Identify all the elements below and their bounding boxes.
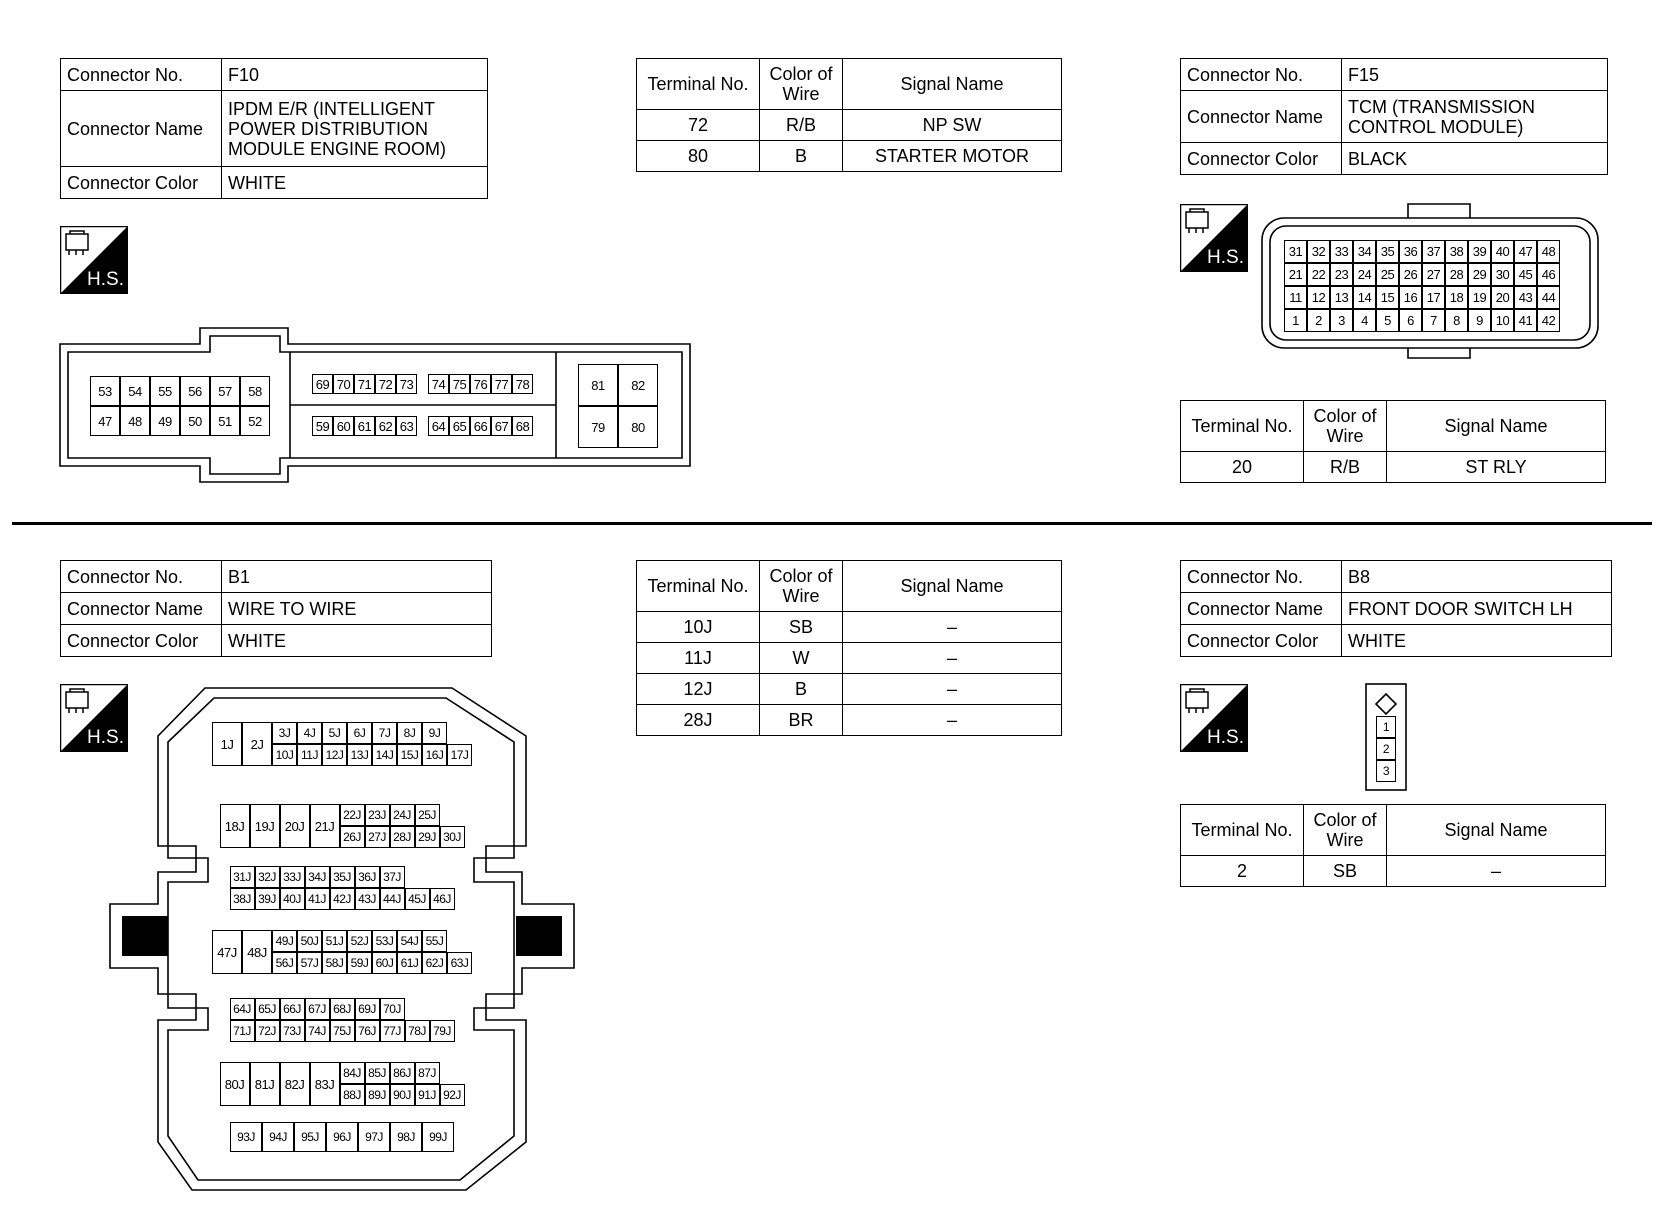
f10-connector-name: IPDM E/R (INTELLIGENT POWER DISTRIBUTION MODULE ENGINE ROOM) bbox=[222, 91, 488, 167]
pin-4: 4 bbox=[1353, 309, 1376, 332]
pin-45: 45 bbox=[1514, 263, 1537, 286]
pin-48: 48 bbox=[1537, 240, 1560, 263]
pin-52J: 52J bbox=[347, 930, 372, 952]
pin-99J: 99J bbox=[422, 1122, 454, 1152]
pin-33J: 33J bbox=[280, 866, 305, 888]
pin-21: 21 bbox=[1284, 263, 1307, 286]
pin-35J: 35J bbox=[330, 866, 355, 888]
pin-24: 24 bbox=[1353, 263, 1376, 286]
f15-connector-color: BLACK bbox=[1342, 143, 1608, 175]
pin-42J: 42J bbox=[330, 888, 355, 910]
wire-color: R/B bbox=[760, 110, 843, 141]
pin-28: 28 bbox=[1445, 263, 1468, 286]
pin-67: 67 bbox=[491, 416, 512, 436]
pin-8: 8 bbox=[1445, 309, 1468, 332]
pin-59: 59 bbox=[312, 416, 333, 436]
pin-2: 2 bbox=[1376, 738, 1396, 760]
pin-9J: 9J bbox=[422, 722, 447, 744]
pin-64: 64 bbox=[428, 416, 449, 436]
b1-connector-name-label: Connector Name bbox=[61, 593, 222, 625]
pin-63: 63 bbox=[396, 416, 417, 436]
pin-53J: 53J bbox=[372, 930, 397, 952]
pin-23J: 23J bbox=[365, 804, 390, 826]
pin-18J: 18J bbox=[220, 804, 250, 848]
pin-56: 56 bbox=[180, 376, 210, 406]
pin-29: 29 bbox=[1468, 263, 1491, 286]
b1-connector-color: WHITE bbox=[222, 625, 492, 657]
pin-55: 55 bbox=[150, 376, 180, 406]
pin-10J: 10J bbox=[272, 744, 297, 766]
pin-98J: 98J bbox=[390, 1122, 422, 1152]
pin-47J: 47J bbox=[212, 930, 242, 974]
pin-32J: 32J bbox=[255, 866, 280, 888]
pin-54J: 54J bbox=[397, 930, 422, 952]
pin-75J: 75J bbox=[330, 1020, 355, 1042]
terminal-no: 72 bbox=[637, 110, 760, 141]
pin-37J: 37J bbox=[380, 866, 405, 888]
pin-71: 71 bbox=[354, 374, 375, 394]
pin-40J: 40J bbox=[280, 888, 305, 910]
pin-31: 31 bbox=[1284, 240, 1307, 263]
b1-connector-no: B1 bbox=[222, 561, 492, 593]
pin-87J: 87J bbox=[415, 1062, 440, 1084]
pin-67J: 67J bbox=[305, 998, 330, 1020]
pin-28J: 28J bbox=[390, 826, 415, 848]
b1-terminal-no-header: Terminal No. bbox=[637, 561, 760, 612]
pin-79: 79 bbox=[578, 406, 618, 448]
b8-connector-no: B8 bbox=[1342, 561, 1612, 593]
terminal-no: 12J bbox=[637, 674, 760, 705]
pin-19J: 19J bbox=[250, 804, 280, 848]
pin-61: 61 bbox=[354, 416, 375, 436]
signal-name: STARTER MOTOR bbox=[843, 141, 1062, 172]
wire-color: R/B bbox=[1304, 452, 1387, 483]
pin-94J: 94J bbox=[262, 1122, 294, 1152]
pin-42: 42 bbox=[1537, 309, 1560, 332]
pin-16J: 16J bbox=[422, 744, 447, 766]
pin-36: 36 bbox=[1399, 240, 1422, 263]
pin-81J: 81J bbox=[250, 1062, 280, 1106]
pin-73: 73 bbox=[396, 374, 417, 394]
pin-5: 5 bbox=[1376, 309, 1399, 332]
b8-signal-name-header: Signal Name bbox=[1387, 805, 1606, 856]
pin-90J: 90J bbox=[390, 1084, 415, 1106]
pin-52: 52 bbox=[240, 406, 270, 436]
signal-name: – bbox=[843, 674, 1062, 705]
pin-72: 72 bbox=[375, 374, 396, 394]
pin-72J: 72J bbox=[255, 1020, 280, 1042]
pin-36J: 36J bbox=[355, 866, 380, 888]
pin-1J: 1J bbox=[212, 722, 242, 766]
signal-name: – bbox=[843, 705, 1062, 736]
pin-13J: 13J bbox=[347, 744, 372, 766]
pin-75: 75 bbox=[449, 374, 470, 394]
pin-77: 77 bbox=[491, 374, 512, 394]
wire-color: B bbox=[760, 141, 843, 172]
f10-terminal-no-header: Terminal No. bbox=[637, 59, 760, 110]
pin-3: 3 bbox=[1376, 760, 1396, 782]
pin-44J: 44J bbox=[380, 888, 405, 910]
pin-50: 50 bbox=[180, 406, 210, 436]
pin-33: 33 bbox=[1330, 240, 1353, 263]
pin-3J: 3J bbox=[272, 722, 297, 744]
hs-label: H.S. bbox=[1207, 247, 1244, 268]
pin-3: 3 bbox=[1330, 309, 1353, 332]
f10-connector-no-label: Connector No. bbox=[61, 59, 222, 91]
pin-26J: 26J bbox=[340, 826, 365, 848]
pin-84J: 84J bbox=[340, 1062, 365, 1084]
wire-color: SB bbox=[1304, 856, 1387, 887]
pin-24J: 24J bbox=[390, 804, 415, 826]
pin-80J: 80J bbox=[220, 1062, 250, 1106]
pin-30: 30 bbox=[1491, 263, 1514, 286]
f10-connector-name-label: Connector Name bbox=[61, 91, 222, 167]
pin-93J: 93J bbox=[230, 1122, 262, 1152]
signal-name: ST RLY bbox=[1387, 452, 1606, 483]
hs-label: H.S. bbox=[87, 727, 124, 748]
pin-12J: 12J bbox=[322, 744, 347, 766]
pin-78J: 78J bbox=[405, 1020, 430, 1042]
b8-connector-no-label: Connector No. bbox=[1181, 561, 1342, 593]
f15-wire-color-header: Color of Wire bbox=[1304, 401, 1387, 452]
pin-47: 47 bbox=[1514, 240, 1537, 263]
pin-77J: 77J bbox=[380, 1020, 405, 1042]
pin-7: 7 bbox=[1422, 309, 1445, 332]
pin-70: 70 bbox=[333, 374, 354, 394]
pin-48J: 48J bbox=[242, 930, 272, 974]
pin-9: 9 bbox=[1468, 309, 1491, 332]
pin-58: 58 bbox=[240, 376, 270, 406]
b1-signal-name-header: Signal Name bbox=[843, 561, 1062, 612]
pin-57J: 57J bbox=[297, 952, 322, 974]
pin-62J: 62J bbox=[422, 952, 447, 974]
pin-66J: 66J bbox=[280, 998, 305, 1020]
f10-connector-color-label: Connector Color bbox=[61, 167, 222, 199]
b8-wire-color-header: Color of Wire bbox=[1304, 805, 1387, 856]
b1-connector-color-label: Connector Color bbox=[61, 625, 222, 657]
pin-55J: 55J bbox=[422, 930, 447, 952]
hs-label: H.S. bbox=[87, 269, 124, 290]
pin-53: 53 bbox=[90, 376, 120, 406]
pin-76: 76 bbox=[470, 374, 491, 394]
pin-76J: 76J bbox=[355, 1020, 380, 1042]
pin-88J: 88J bbox=[340, 1084, 365, 1106]
f15-terminal-no-header: Terminal No. bbox=[1181, 401, 1304, 452]
signal-name: – bbox=[1387, 856, 1606, 887]
pin-25: 25 bbox=[1376, 263, 1399, 286]
pin-71J: 71J bbox=[230, 1020, 255, 1042]
pin-39: 39 bbox=[1468, 240, 1491, 263]
pin-44: 44 bbox=[1537, 286, 1560, 309]
pin-41J: 41J bbox=[305, 888, 330, 910]
b1-wire-color-header: Color of Wire bbox=[760, 561, 843, 612]
pin-30J: 30J bbox=[440, 826, 465, 848]
terminal-no: 20 bbox=[1181, 452, 1304, 483]
pin-41: 41 bbox=[1514, 309, 1537, 332]
pin-19: 19 bbox=[1468, 286, 1491, 309]
pin-69: 69 bbox=[312, 374, 333, 394]
f15-connector-no: F15 bbox=[1342, 59, 1608, 91]
terminal-no: 80 bbox=[637, 141, 760, 172]
pin-79J: 79J bbox=[430, 1020, 455, 1042]
f10-connector-no: F10 bbox=[222, 59, 488, 91]
hs-label: H.S. bbox=[1207, 727, 1244, 748]
terminal-no: 28J bbox=[637, 705, 760, 736]
pin-6: 6 bbox=[1399, 309, 1422, 332]
terminal-no: 10J bbox=[637, 612, 760, 643]
pin-56J: 56J bbox=[272, 952, 297, 974]
pin-51J: 51J bbox=[322, 930, 347, 952]
pin-58J: 58J bbox=[322, 952, 347, 974]
pin-97J: 97J bbox=[358, 1122, 390, 1152]
pin-4J: 4J bbox=[297, 722, 322, 744]
pin-34J: 34J bbox=[305, 866, 330, 888]
pin-82: 82 bbox=[618, 364, 658, 406]
pin-26: 26 bbox=[1399, 263, 1422, 286]
pin-83J: 83J bbox=[310, 1062, 340, 1106]
f15-connector-name-label: Connector Name bbox=[1181, 91, 1342, 143]
signal-name: – bbox=[843, 643, 1062, 674]
pin-20J: 20J bbox=[280, 804, 310, 848]
pin-74J: 74J bbox=[305, 1020, 330, 1042]
wire-color: B bbox=[760, 674, 843, 705]
pin-1: 1 bbox=[1284, 309, 1307, 332]
pin-13: 13 bbox=[1330, 286, 1353, 309]
pin-35: 35 bbox=[1376, 240, 1399, 263]
pin-64J: 64J bbox=[230, 998, 255, 1020]
pin-60J: 60J bbox=[372, 952, 397, 974]
wire-color: SB bbox=[760, 612, 843, 643]
pin-66: 66 bbox=[470, 416, 491, 436]
pin-40: 40 bbox=[1491, 240, 1514, 263]
pin-43J: 43J bbox=[355, 888, 380, 910]
pin-47: 47 bbox=[90, 406, 120, 436]
f10-connector-color: WHITE bbox=[222, 167, 488, 199]
f15-signal-name-header: Signal Name bbox=[1387, 401, 1606, 452]
pin-50J: 50J bbox=[297, 930, 322, 952]
pin-91J: 91J bbox=[415, 1084, 440, 1106]
b1-connector-name: WIRE TO WIRE bbox=[222, 593, 492, 625]
pin-7J: 7J bbox=[372, 722, 397, 744]
pin-18: 18 bbox=[1445, 286, 1468, 309]
pin-68: 68 bbox=[512, 416, 533, 436]
pin-14J: 14J bbox=[372, 744, 397, 766]
pin-17J: 17J bbox=[447, 744, 472, 766]
pin-51: 51 bbox=[210, 406, 240, 436]
pin-34: 34 bbox=[1353, 240, 1376, 263]
pin-73J: 73J bbox=[280, 1020, 305, 1042]
pin-92J: 92J bbox=[440, 1084, 465, 1106]
pin-1: 1 bbox=[1376, 716, 1396, 738]
pin-49: 49 bbox=[150, 406, 180, 436]
pin-22J: 22J bbox=[340, 804, 365, 826]
pin-63J: 63J bbox=[447, 952, 472, 974]
f15-connector-color-label: Connector Color bbox=[1181, 143, 1342, 175]
pin-46: 46 bbox=[1537, 263, 1560, 286]
pin-17: 17 bbox=[1422, 286, 1445, 309]
pin-32: 32 bbox=[1307, 240, 1330, 263]
pin-95J: 95J bbox=[294, 1122, 326, 1152]
pin-86J: 86J bbox=[390, 1062, 415, 1084]
pin-85J: 85J bbox=[365, 1062, 390, 1084]
pin-43: 43 bbox=[1514, 286, 1537, 309]
pin-78: 78 bbox=[512, 374, 533, 394]
pin-14: 14 bbox=[1353, 286, 1376, 309]
pin-15: 15 bbox=[1376, 286, 1399, 309]
f15-connector-no-label: Connector No. bbox=[1181, 59, 1342, 91]
pin-70J: 70J bbox=[380, 998, 405, 1020]
pin-68J: 68J bbox=[330, 998, 355, 1020]
pin-69J: 69J bbox=[355, 998, 380, 1020]
pin-38J: 38J bbox=[230, 888, 255, 910]
wire-color: BR bbox=[760, 705, 843, 736]
pin-38: 38 bbox=[1445, 240, 1468, 263]
wire-color: W bbox=[760, 643, 843, 674]
pin-31J: 31J bbox=[230, 866, 255, 888]
pin-65: 65 bbox=[449, 416, 470, 436]
pin-5J: 5J bbox=[322, 722, 347, 744]
b1-connector-no-label: Connector No. bbox=[61, 561, 222, 593]
f15-connector-name: TCM (TRANSMISSION CONTROL MODULE) bbox=[1342, 91, 1608, 143]
pin-21J: 21J bbox=[310, 804, 340, 848]
pin-48: 48 bbox=[120, 406, 150, 436]
b8-connector-color: WHITE bbox=[1342, 625, 1612, 657]
pin-39J: 39J bbox=[255, 888, 280, 910]
pin-22: 22 bbox=[1307, 263, 1330, 286]
pin-23: 23 bbox=[1330, 263, 1353, 286]
b8-terminal-no-header: Terminal No. bbox=[1181, 805, 1304, 856]
pin-54: 54 bbox=[120, 376, 150, 406]
pin-57: 57 bbox=[210, 376, 240, 406]
pin-11J: 11J bbox=[297, 744, 322, 766]
pin-89J: 89J bbox=[365, 1084, 390, 1106]
b8-connector-color-label: Connector Color bbox=[1181, 625, 1342, 657]
pin-61J: 61J bbox=[397, 952, 422, 974]
pin-45J: 45J bbox=[405, 888, 430, 910]
b8-connector-name-label: Connector Name bbox=[1181, 593, 1342, 625]
pin-96J: 96J bbox=[326, 1122, 358, 1152]
pin-82J: 82J bbox=[280, 1062, 310, 1106]
pin-46J: 46J bbox=[430, 888, 455, 910]
pin-2: 2 bbox=[1307, 309, 1330, 332]
pin-6J: 6J bbox=[347, 722, 372, 744]
pin-8J: 8J bbox=[397, 722, 422, 744]
signal-name: NP SW bbox=[843, 110, 1062, 141]
pin-80: 80 bbox=[618, 406, 658, 448]
pin-74: 74 bbox=[428, 374, 449, 394]
pin-27J: 27J bbox=[365, 826, 390, 848]
pin-25J: 25J bbox=[415, 804, 440, 826]
pin-62: 62 bbox=[375, 416, 396, 436]
pin-15J: 15J bbox=[397, 744, 422, 766]
pin-10: 10 bbox=[1491, 309, 1514, 332]
pin-37: 37 bbox=[1422, 240, 1445, 263]
pin-59J: 59J bbox=[347, 952, 372, 974]
f10-wire-color-header: Color of Wire bbox=[760, 59, 843, 110]
pin-2J: 2J bbox=[242, 722, 272, 766]
pin-29J: 29J bbox=[415, 826, 440, 848]
signal-name: – bbox=[843, 612, 1062, 643]
terminal-no: 11J bbox=[637, 643, 760, 674]
pin-65J: 65J bbox=[255, 998, 280, 1020]
pin-16: 16 bbox=[1399, 286, 1422, 309]
terminal-no: 2 bbox=[1181, 856, 1304, 887]
pin-12: 12 bbox=[1307, 286, 1330, 309]
pin-20: 20 bbox=[1491, 286, 1514, 309]
b8-connector-name: FRONT DOOR SWITCH LH bbox=[1342, 593, 1612, 625]
pin-27: 27 bbox=[1422, 263, 1445, 286]
pin-60: 60 bbox=[333, 416, 354, 436]
pin-11: 11 bbox=[1284, 286, 1307, 309]
pin-81: 81 bbox=[578, 364, 618, 406]
pin-49J: 49J bbox=[272, 930, 297, 952]
f10-signal-name-header: Signal Name bbox=[843, 59, 1062, 110]
